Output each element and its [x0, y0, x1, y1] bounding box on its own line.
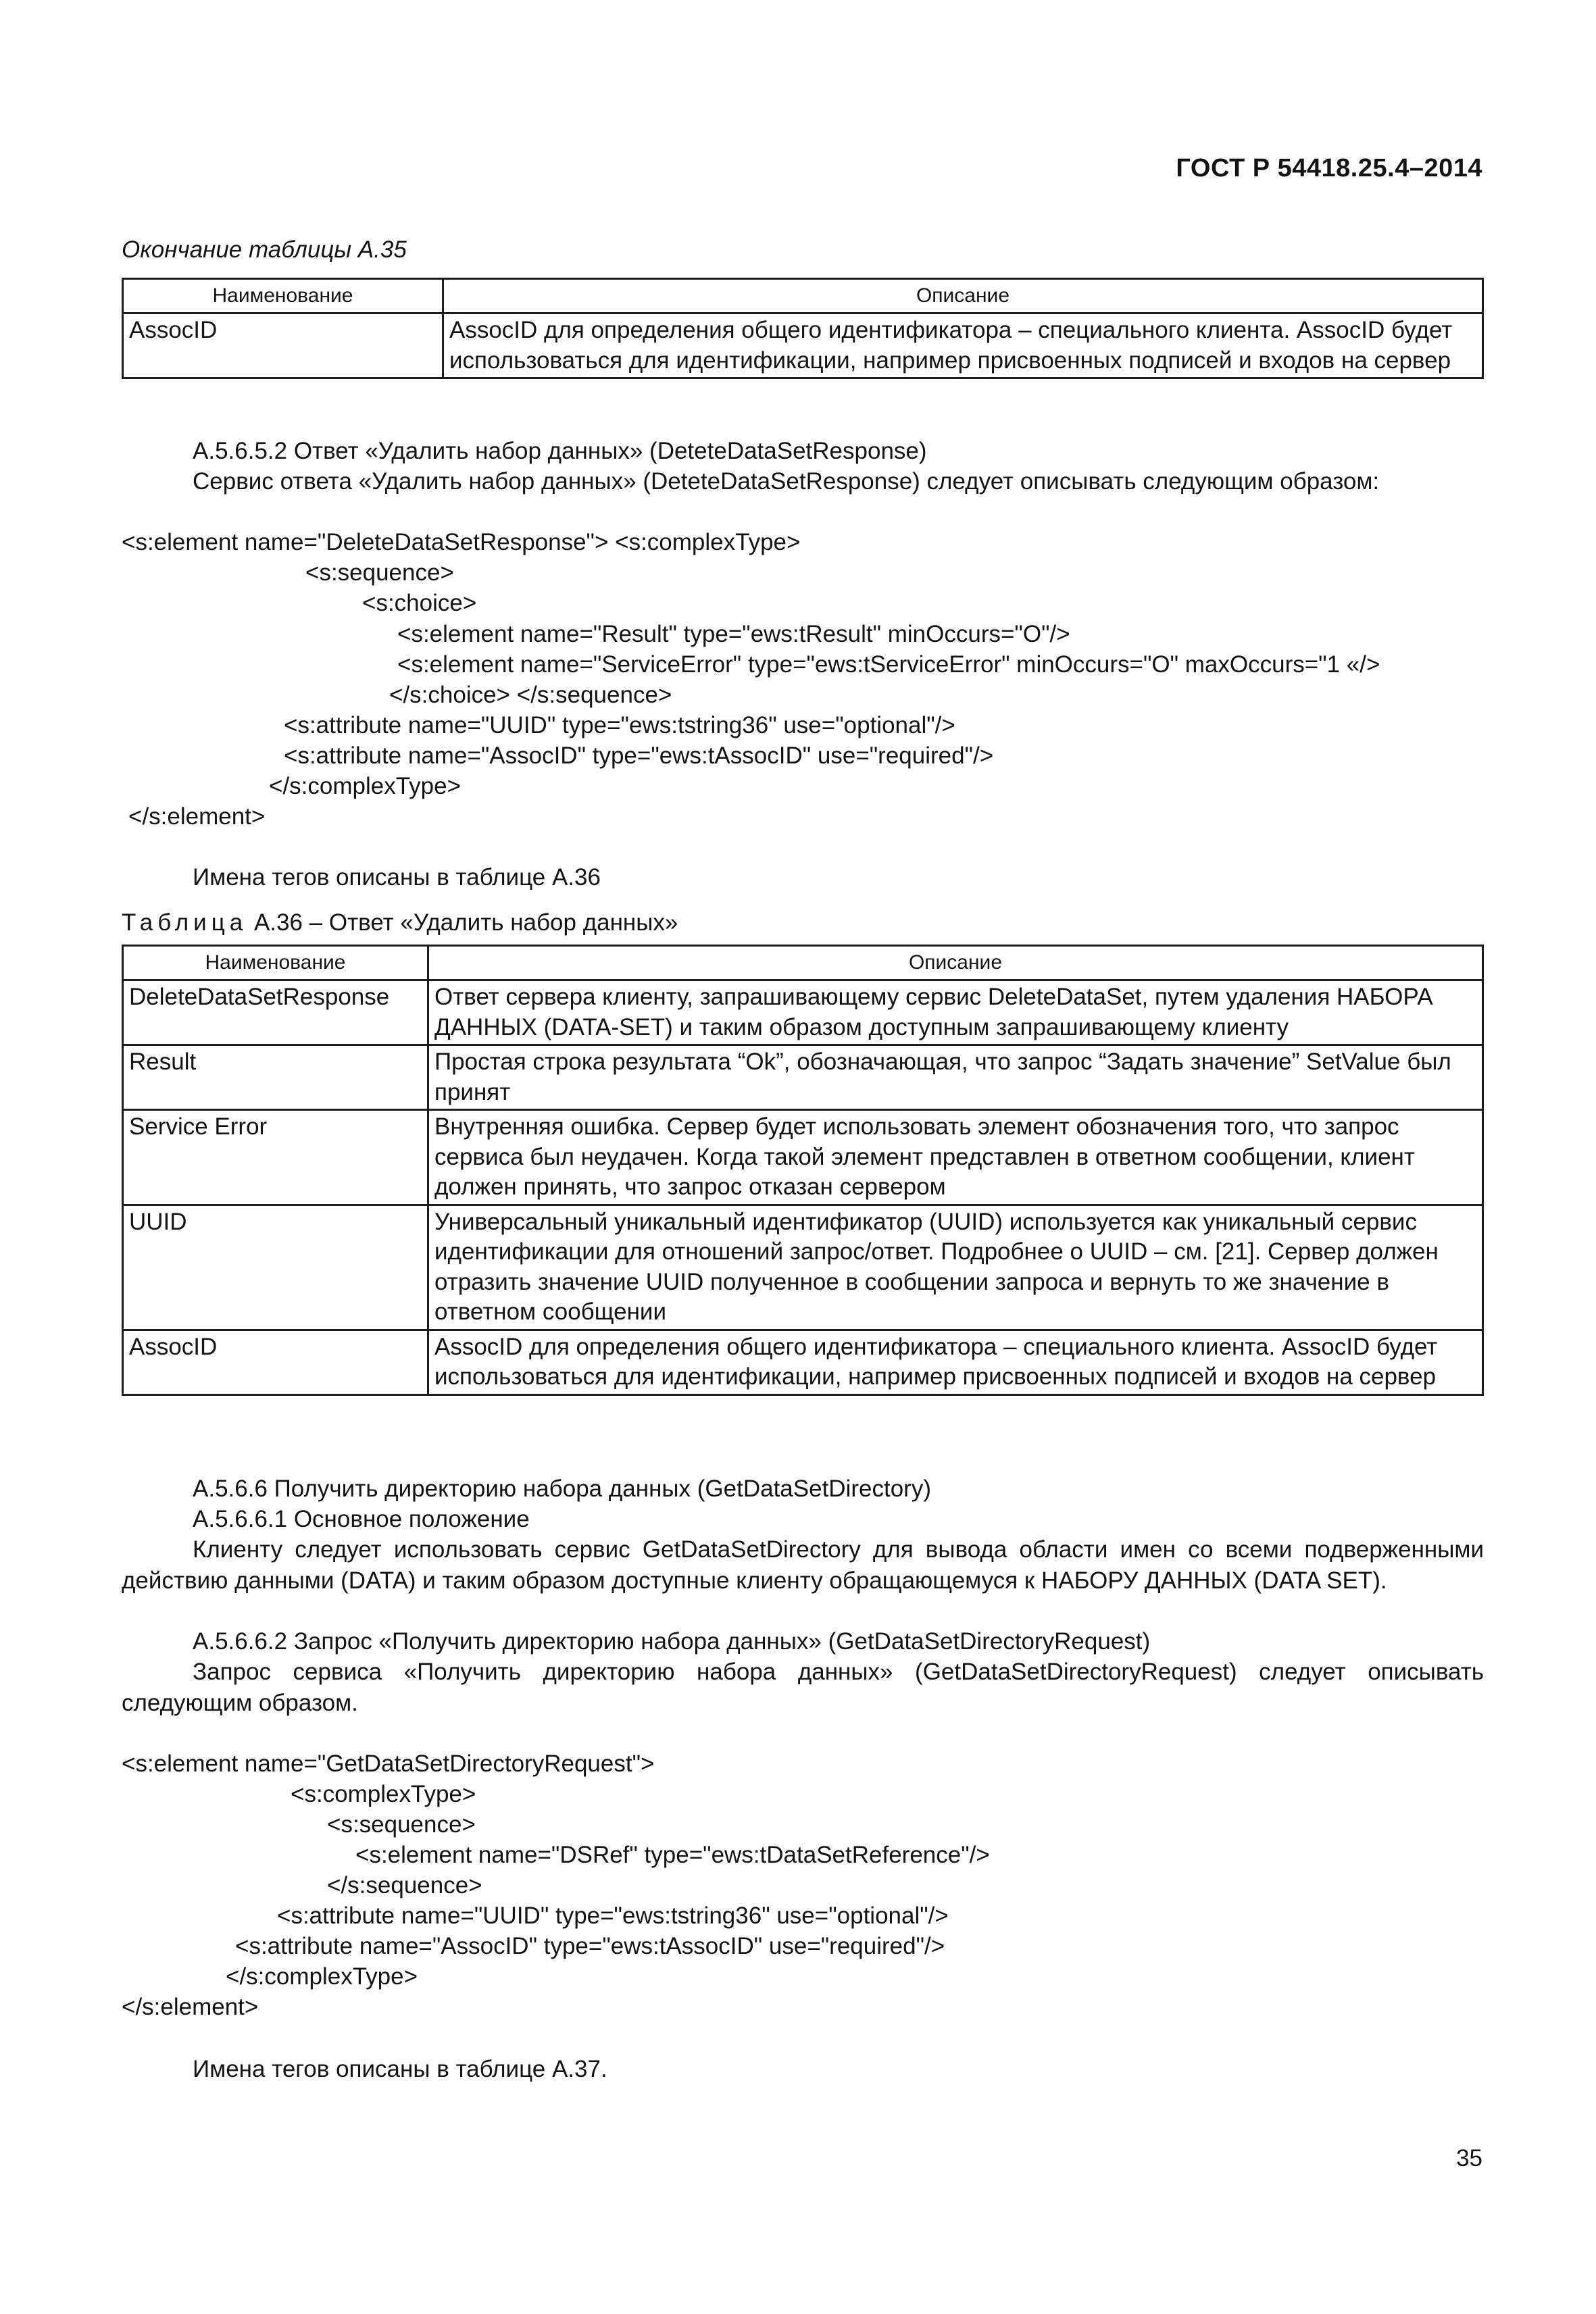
table-row — [123, 1330, 1483, 1394]
col-header-desc: Описание — [428, 946, 1483, 980]
table-row — [123, 313, 1483, 378]
cell-desc: Универсальный уникальный идентификатор (UUID) используется как уникальный сервис идентификации для отношений запрос/ответ. Подробнее о UUID – см. [21]. Сервер должен отразить значение UUID полученное в сообщении запроса и вернуть то же значение в ответном сообщении — [428, 1205, 1483, 1330]
standard-code: ГОСТ Р 54418.25.4–2014 — [1176, 154, 1482, 182]
cell-name: AssocID — [123, 1330, 428, 1394]
col-header-desc: Описание — [443, 279, 1483, 313]
table-a35-caption: Окончание таблицы А.35 — [122, 236, 407, 263]
table-row — [123, 1205, 1483, 1330]
subsection-heading: А.5.6.6.1 Основное положение — [193, 1506, 530, 1532]
table-header-row — [123, 946, 1483, 980]
table-a35 — [122, 278, 1484, 379]
code-line: </s:element> — [122, 1994, 259, 2020]
cell-name: UUID — [123, 1205, 428, 1330]
cell-name: Result — [123, 1045, 428, 1110]
code-line: </s:complexType> — [226, 1963, 418, 1990]
code-line: <s:choice> — [362, 590, 477, 616]
code-line: <s:attribute name="UUID" type="ews:tstring36" use="optional"/> — [277, 1903, 949, 1929]
page-number: 35 — [1456, 2145, 1482, 2171]
code-line: <s:sequence> — [327, 1811, 476, 1838]
col-header-name: Наименование — [123, 279, 443, 313]
code-line: <s:element name="DeleteDataSetResponse"> <s:complexType> — [122, 529, 801, 555]
caption-rest: А.36 – Ответ «Удалить набор данных» — [247, 909, 678, 936]
col-header-name: Наименование — [123, 946, 428, 980]
code-line: <s:element name="ServiceError" type="ews:tServiceError" minOccurs="O" maxOccurs="1 «/> — [397, 651, 1380, 678]
code-line: <s:element name="DSRef" type="ews:tDataSetReference"/> — [355, 1842, 990, 1868]
table-row — [123, 980, 1483, 1045]
code-line: <s:sequence> — [305, 559, 454, 586]
tags-note: Имена тегов описаны в таблице А.37. — [193, 2056, 607, 2082]
code-line: </s:complexType> — [269, 773, 462, 799]
section-heading: А.5.6.5.2 Ответ «Удалить набор данных» (DeteteDataSetResponse) — [193, 438, 927, 464]
paragraph — [122, 1534, 1484, 1596]
code-line: <s:attribute name="AssocID" type="ews:tAssocID" use="required"/> — [284, 743, 994, 769]
section-intro: Сервис ответа «Удалить набор данных» (DeteteDataSetResponse) следует описывать следующим образом: — [193, 468, 1380, 495]
paragraph-text: Запрос сервиса «Получить директорию набора данных» (GetDataSetDirectoryRequest) следует описывать следующим образом. — [122, 1659, 1484, 1716]
paragraph-text: Клиенту следует использовать сервис GetDataSetDirectory для вывода области имен со всеми подверженными действию данными (DATA) и таким образом доступные клиенту обращающемуся к НАБОРУ ДАННЫХ (DATA SET). — [122, 1536, 1484, 1594]
section-heading: А.5.6.6 Получить директорию набора данных (GetDataSetDirectory) — [193, 1476, 931, 1502]
cell-desc: AssocID для определения общего идентификатора – специального клиента. AssocID будет использоваться для идентификации, например присвоенных подписей и входов на сервер — [443, 313, 1483, 378]
code-line: <s:element name="GetDataSetDirectoryRequest"> — [122, 1751, 655, 1777]
cell-name: AssocID — [123, 313, 443, 378]
code-line: <s:attribute name="UUID" type="ews:tstring36" use="optional"/> — [284, 712, 955, 738]
code-line: </s:element> — [128, 803, 266, 830]
paragraph — [122, 1657, 1484, 1718]
caption-prefix: Таблица — [122, 909, 248, 936]
table-a36-caption — [122, 907, 678, 938]
cell-desc: Простая строка результата “Ok”, обозначающая, что запрос “Задать значение” SetValue был принят — [428, 1045, 1483, 1110]
cell-desc: AssocID для определения общего идентификатора – специального клиента. AssocID будет использоваться для идентификации, например присвоенных подписей и входов на сервер — [428, 1330, 1483, 1394]
table-a36 — [122, 945, 1484, 1396]
cell-name: DeleteDataSetResponse — [123, 980, 428, 1045]
code-line: </s:choice> </s:sequence> — [389, 682, 672, 708]
cell-desc: Ответ сервера клиенту, запрашивающему сервис DeleteDataSet, путем удаления НАБОРА ДАННЫХ (DATA-SET) и таким образом доступным запрашивающему клиенту — [428, 980, 1483, 1045]
tags-note: Имена тегов описаны в таблице А.36 — [193, 864, 601, 890]
cell-desc: Внутренняя ошибка. Сервер будет использовать элемент обозначения того, что запрос сервиса был неудачен. Когда такой элемент представлен в ответном сообщении, клиент должен принять, что запрос отказан сервером — [428, 1110, 1483, 1205]
table-row — [123, 1045, 1483, 1110]
cell-name: Service Error — [123, 1110, 428, 1205]
table-row — [123, 1110, 1483, 1205]
subsection-heading: А.5.6.6.2 Запрос «Получить директорию набора данных» (GetDataSetDirectoryRequest) — [193, 1628, 1151, 1655]
code-line: <s:complexType> — [291, 1781, 476, 1807]
code-line: <s:attribute name="AssocID" type="ews:tAssocID" use="required"/> — [235, 1933, 945, 1959]
code-line: <s:element name="Result" type="ews:tResult" minOccurs="O"/> — [397, 621, 1070, 647]
code-line: </s:sequence> — [327, 1872, 482, 1898]
table-header-row — [123, 279, 1483, 313]
